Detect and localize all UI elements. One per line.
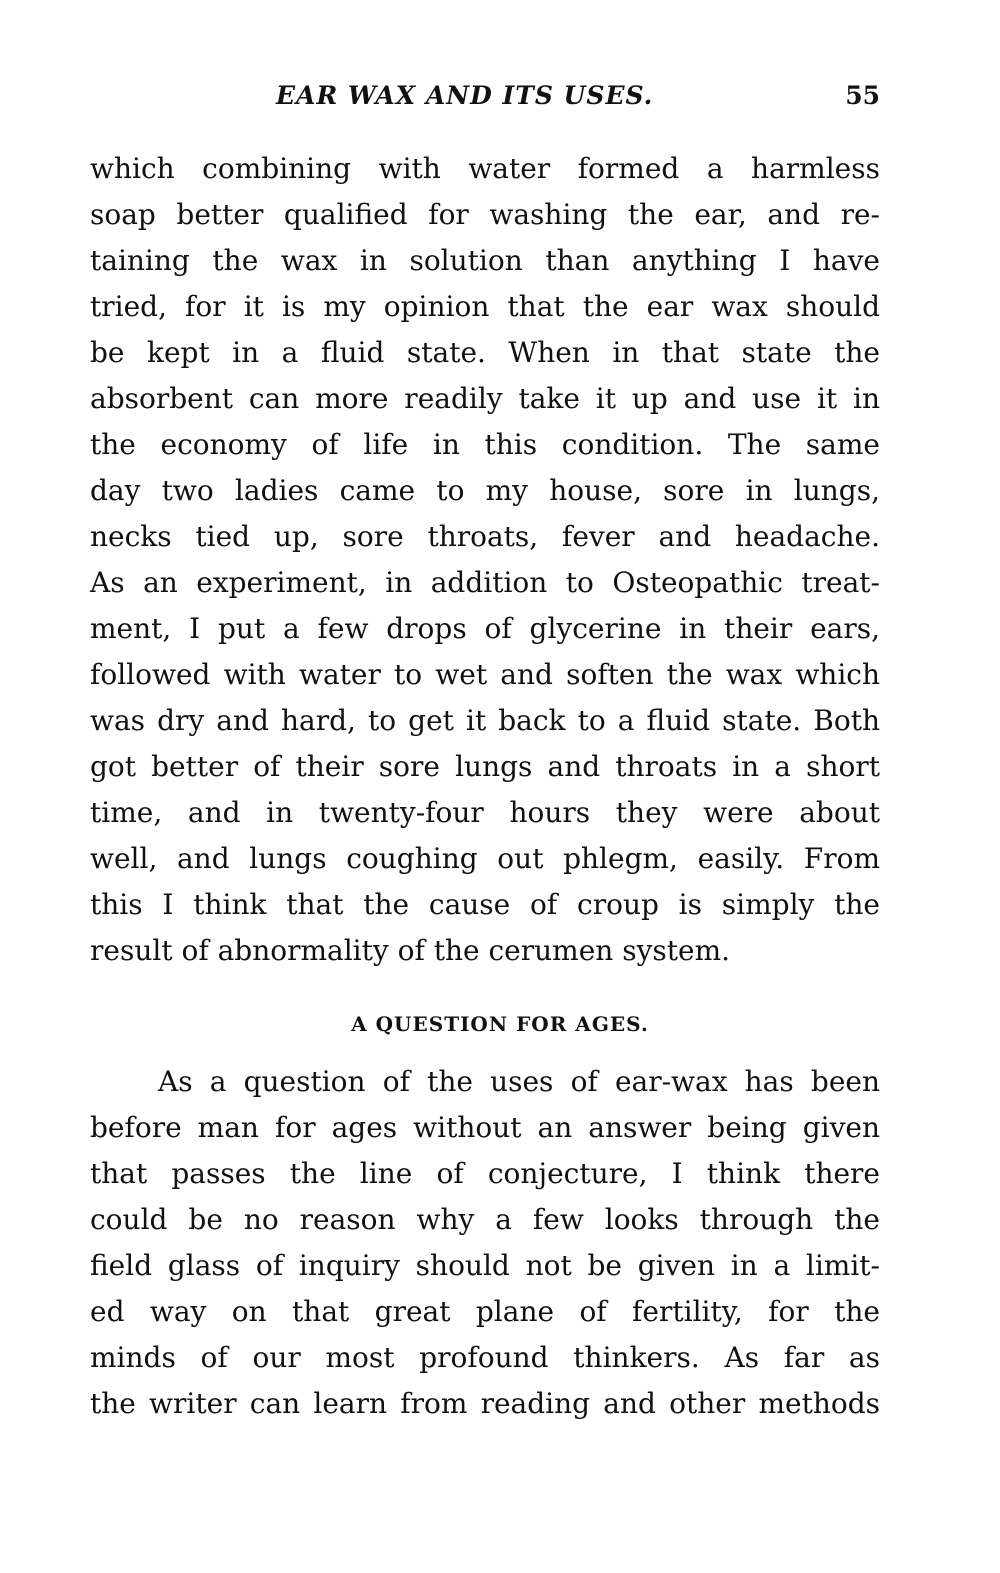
text-line: the writer can learn from reading and other methods (90, 1387, 880, 1420)
text-line: day two ladies came to my house, sore in lungs, (90, 474, 880, 507)
text-line: field glass of inquiry should not be given in a limit- (90, 1249, 880, 1282)
text-line: As an experiment, in addition to Osteopathic treat- (90, 566, 880, 599)
text-line: necks tied up, sore throats, fever and headache. (90, 520, 880, 553)
text-line: followed with water to wet and soften the wax which (90, 658, 880, 691)
text-line: which combining with water formed a harmless (90, 152, 880, 185)
text-line: tried, for it is my opinion that the ear wax should (90, 290, 880, 323)
text-line: got better of their sore lungs and throats in a short (90, 750, 880, 783)
text-line: well, and lungs coughing out phlegm, easily. From (90, 842, 880, 875)
text-line: time, and in twenty-four hours they were about (90, 796, 880, 829)
section-heading: A QUESTION FOR AGES. (351, 1012, 649, 1036)
text-line: absorbent can more readily take it up and use it in (90, 382, 880, 415)
text-line: could be no reason why a few looks through the (90, 1203, 880, 1236)
page-number: 55 (845, 81, 880, 110)
text-line: the economy of life in this condition. The same (90, 428, 880, 461)
text-line: minds of our most profound thinkers. As far as (90, 1341, 880, 1374)
text-line: taining the wax in solution than anything I have (90, 244, 880, 277)
page-header (0, 76, 1000, 116)
text-line: ed way on that great plane of fertility, for the (90, 1295, 880, 1328)
text-line: result of abnormality of the cerumen system. (90, 934, 731, 967)
text-line: ment, I put a few drops of glycerine in their ears, (90, 612, 880, 645)
text-line: As a question of the uses of ear-wax has been (158, 1065, 880, 1098)
running-title: EAR WAX AND ITS USES. (276, 81, 654, 110)
text-line: this I think that the cause of croup is simply the (90, 888, 880, 921)
text-line: that passes the line of conjecture, I think there (90, 1157, 880, 1190)
text-line: be kept in a fluid state. When in that state the (90, 336, 880, 369)
text-line: was dry and hard, to get it back to a fluid state. Both (90, 704, 880, 737)
text-line: before man for ages without an answer being given (90, 1111, 880, 1144)
text-line: soap better qualified for washing the ear, and re- (90, 198, 880, 231)
